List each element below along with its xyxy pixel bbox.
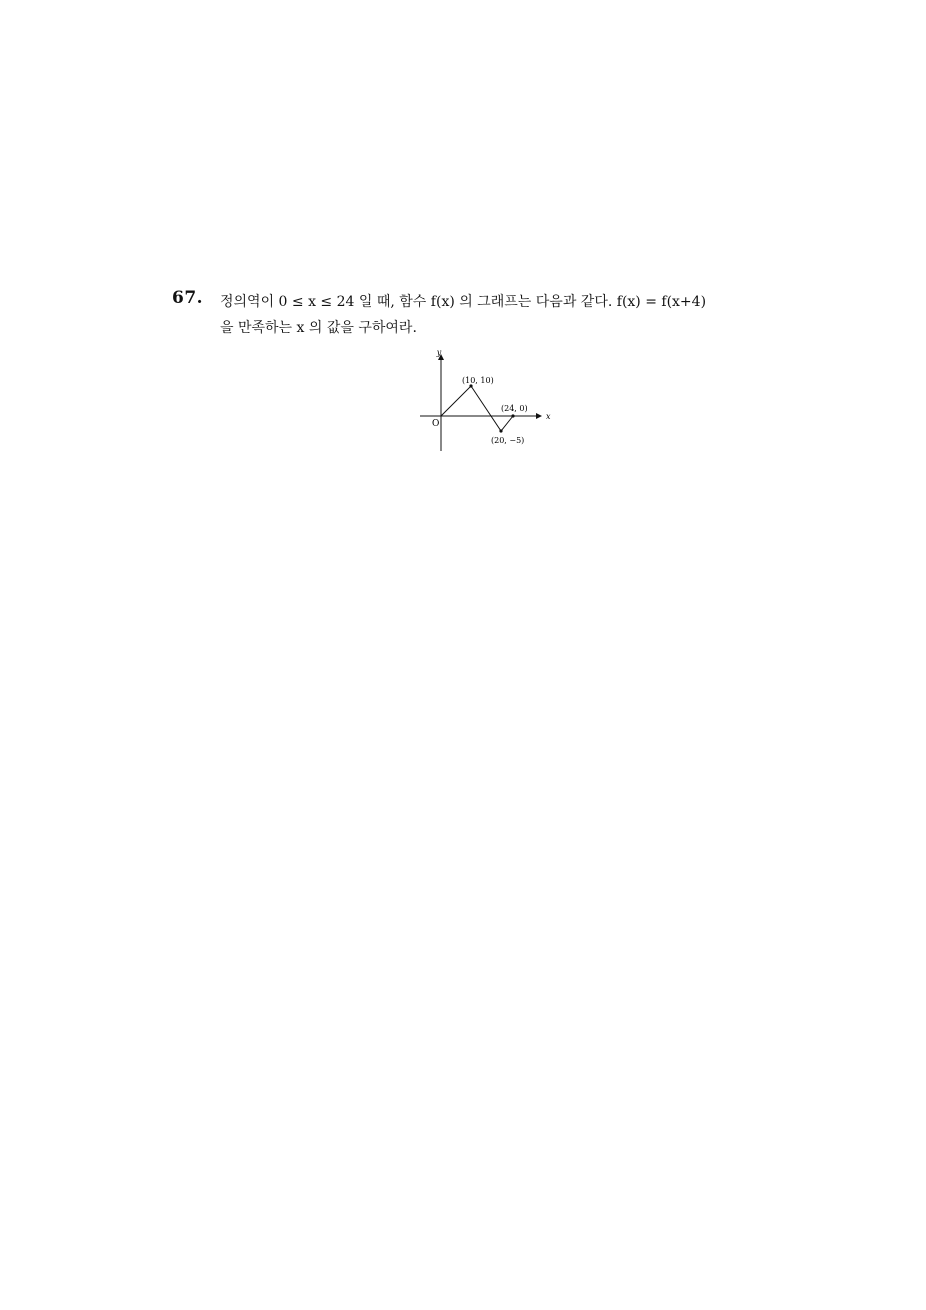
- function-graph: [410, 345, 560, 455]
- text-graph-intro: 의 그래프는 다음과 같다.: [454, 294, 617, 310]
- function-name: f(x): [430, 294, 455, 310]
- label-end: (24, 0): [501, 404, 528, 413]
- point-trough: [499, 429, 502, 432]
- origin-label: O: [432, 419, 440, 429]
- label-peak: (10, 10): [462, 376, 494, 385]
- equation: f(x) = f(x+4): [616, 294, 707, 310]
- problem-statement: [220, 289, 760, 341]
- graph-svg: [410, 345, 560, 455]
- problem-line-2: [220, 315, 760, 341]
- x-axis-label: x: [546, 412, 551, 421]
- point-end: [511, 414, 514, 417]
- problem-number: 67.: [172, 288, 204, 308]
- domain-condition: 0 ≤ x ≤ 24: [278, 294, 355, 310]
- variable-x: x: [296, 320, 305, 336]
- text-satisfy: 을 만족하는: [220, 320, 297, 336]
- text-function-intro: 일 때, 함수: [354, 294, 431, 310]
- text-domain-intro: 정의역이: [220, 294, 279, 310]
- problem-line-1: [220, 289, 760, 315]
- y-axis-label: y: [436, 348, 442, 357]
- label-trough: (20, −5): [491, 436, 525, 445]
- text-find-value: 의 값을 구하여라.: [304, 320, 417, 336]
